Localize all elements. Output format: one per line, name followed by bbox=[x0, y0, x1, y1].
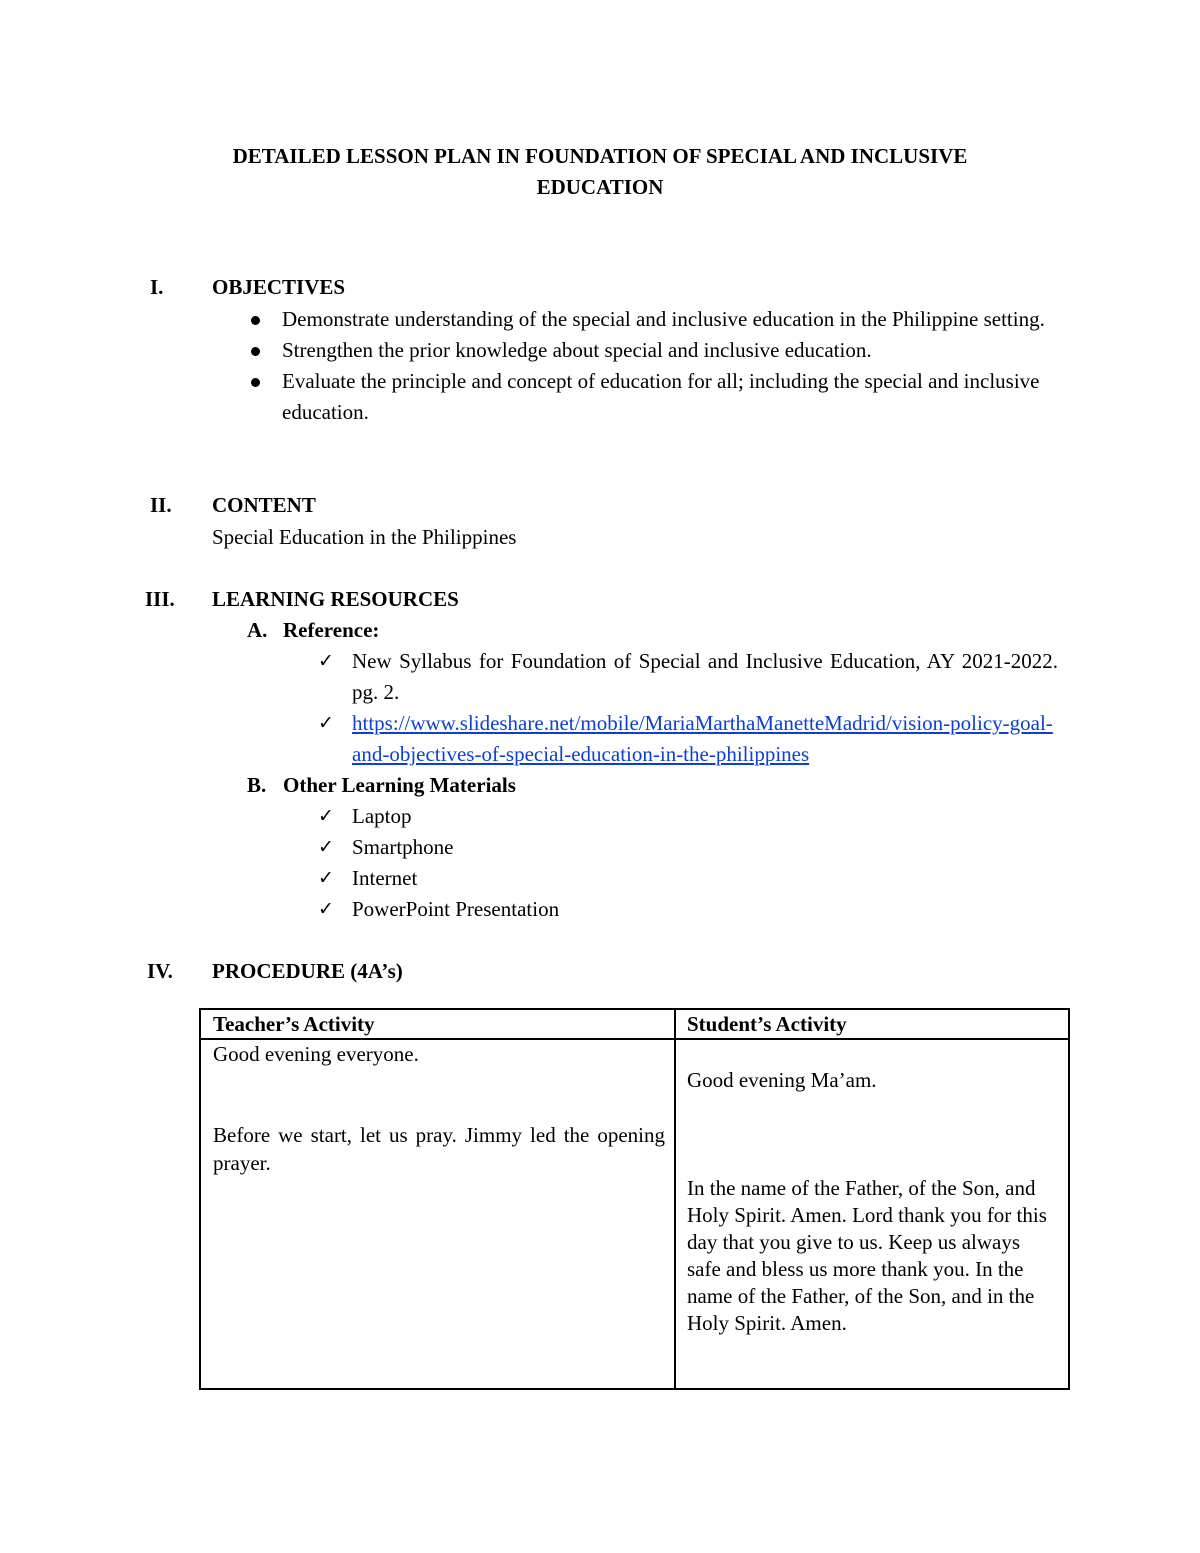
checkmark-icon: ✓ bbox=[318, 712, 334, 734]
content-text: Special Education in the Philippines bbox=[212, 525, 517, 549]
reference-letter: A. bbox=[247, 618, 268, 642]
checkmark-icon: ✓ bbox=[318, 898, 334, 920]
reference-link[interactable]: https://www.slideshare.net/mobile/MariaMarthaManetteMadrid/vision-policy-goal-and-objectives-of-special-education-in-the-philippines bbox=[352, 711, 1053, 766]
objectives-heading: OBJECTIVES bbox=[212, 275, 346, 299]
material-item bbox=[282, 801, 1058, 832]
reference-text: New Syllabus for Foundation of Special and Inclusive Education, AY 2021-2022. pg. 2. bbox=[352, 649, 1058, 704]
material-text: Internet bbox=[352, 866, 418, 890]
other-materials-label: Other Learning Materials bbox=[283, 773, 516, 797]
procedure-number: IV. bbox=[147, 959, 173, 983]
bullet-icon bbox=[251, 378, 260, 387]
resources-number: III. bbox=[145, 587, 175, 611]
objective-text: Demonstrate understanding of the special and inclusive education in the Philippine setting. bbox=[282, 307, 1045, 331]
checkmark-icon: ✓ bbox=[318, 650, 334, 672]
student-greeting: Good evening Ma’am. bbox=[687, 1068, 877, 1092]
checkmark-icon: ✓ bbox=[318, 836, 334, 858]
reference-label: Reference: bbox=[283, 618, 380, 642]
reference-list bbox=[282, 646, 1058, 770]
content-heading: CONTENT bbox=[212, 493, 316, 517]
objective-item bbox=[212, 366, 1058, 428]
student-activity-header: Student’s Activity bbox=[687, 1012, 847, 1036]
bullet-icon bbox=[251, 316, 260, 325]
material-text: Smartphone bbox=[352, 835, 454, 859]
teacher-activity-header: Teacher’s Activity bbox=[213, 1012, 375, 1036]
material-item bbox=[282, 863, 1058, 894]
content-number: II. bbox=[150, 493, 172, 517]
activity-table bbox=[199, 1008, 1070, 1390]
teacher-prayer-instruction: Before we start, let us pray. Jimmy led the opening prayer. bbox=[213, 1123, 665, 1175]
resources-heading: LEARNING RESOURCES bbox=[212, 587, 459, 611]
objectives-number: I. bbox=[150, 275, 164, 299]
objective-item bbox=[212, 335, 1058, 366]
other-materials-subheading bbox=[247, 770, 516, 801]
material-text: Laptop bbox=[352, 804, 412, 828]
document-title bbox=[140, 141, 1060, 203]
bullet-icon bbox=[251, 347, 260, 356]
objectives-list bbox=[212, 304, 1058, 428]
material-item bbox=[282, 832, 1058, 863]
title-line-1: DETAILED LESSON PLAN IN FOUNDATION OF SPECIAL AND INCLUSIVE bbox=[232, 144, 968, 168]
other-materials-letter: B. bbox=[247, 773, 267, 797]
objective-text: Evaluate the principle and concept of education for all; including the special and inclusive education. bbox=[282, 369, 1040, 424]
material-text: PowerPoint Presentation bbox=[352, 897, 560, 921]
column-divider bbox=[674, 1010, 676, 1388]
student-prayer: In the name of the Father, of the Son, and Holy Spirit. Amen. Lord thank you for this day that you give to us. Keep us always safe and bless us more thank you. In the name of the Father, of the Son, and in the Holy Spirit. Amen. bbox=[687, 1176, 1047, 1335]
teacher-greeting: Good evening everyone. bbox=[213, 1042, 419, 1066]
reference-item bbox=[282, 708, 1058, 770]
checkmark-icon: ✓ bbox=[318, 867, 334, 889]
title-line-2: EDUCATION bbox=[536, 175, 664, 199]
reference-item bbox=[282, 646, 1058, 708]
material-item bbox=[282, 894, 1058, 925]
objective-item bbox=[212, 304, 1058, 335]
other-materials-list bbox=[282, 801, 1058, 925]
reference-subheading bbox=[247, 615, 379, 646]
objective-text: Strengthen the prior knowledge about special and inclusive education. bbox=[282, 338, 872, 362]
procedure-heading: PROCEDURE (4A’s) bbox=[212, 959, 403, 983]
checkmark-icon: ✓ bbox=[318, 805, 334, 827]
